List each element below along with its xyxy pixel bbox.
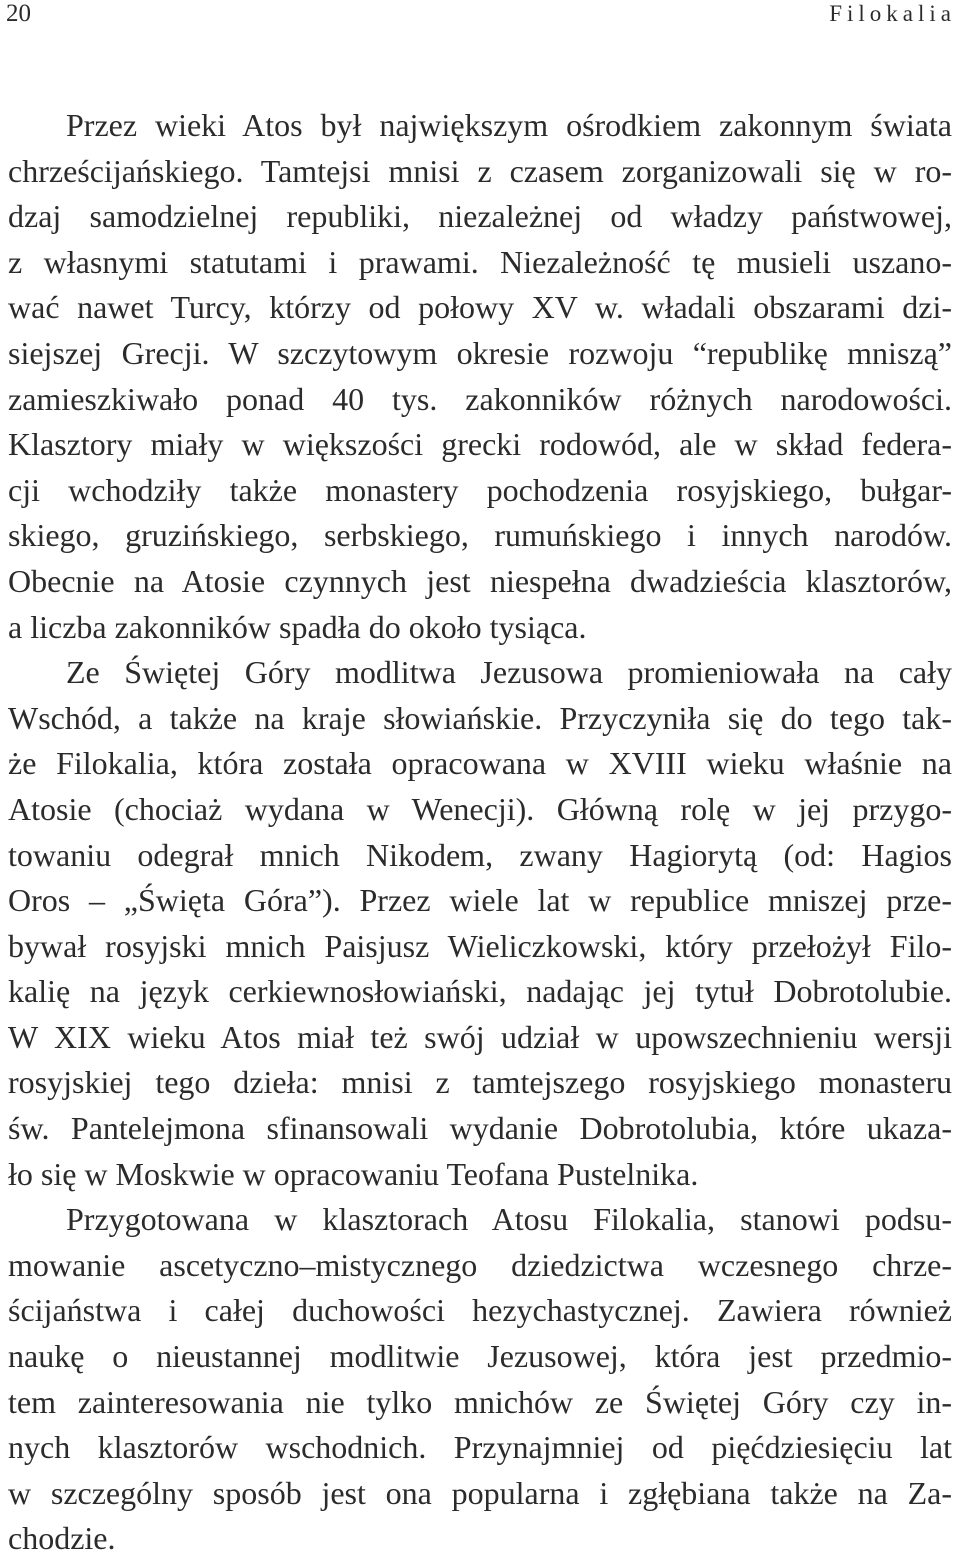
text-line: nych klasztorów wschodnich. Przynajmniej od pięćdziesięciu lat [8,1429,952,1466]
text-line: Wschód, a także na kraje słowiańskie. Przyczyniła się do tego tak- [8,699,952,736]
text-line: kalię na język cerkiewnosłowiański, nadając jej tytuł Dobrotolubie. [8,973,952,1010]
text-line: siejszej Grecji. W szczytowym okresie rozwoju “republikę mniszą” [8,334,952,371]
text-line: św. Pantelejmona sfinansowali wydanie Dobrotolubia, które ukaza- [8,1110,952,1147]
text-line: a liczba zakonników spadła do około tysiąca. [8,608,587,645]
text-line: naukę o nieustannej modlitwie Jezusowej, która jest przedmio- [8,1338,952,1375]
text-line: chodzie. [8,1520,116,1557]
text-line: dzaj samodzielnej republiki, niezależnej od władzy państwowej, [8,198,952,235]
text-line: że Filokalia, która została opracowana w XVIII wieku właśnie na [8,745,952,782]
text-line: bywał rosyjski mnich Paisjusz Wieliczkowski, który przełożył Filo- [8,927,952,964]
text-line: Ze Świętej Góry modlitwa Jezusowa promieniowała na cały [66,654,952,691]
paragraph-1 [8,103,952,650]
text-line: Atosie (chociaż wydana w Wenecji). Główną rolę w jej przygo- [8,790,952,827]
text-line: tem zainteresowania nie tylko mnichów ze Świętej Góry czy in- [8,1383,952,1420]
page-number: 20 [6,0,31,27]
text-line: skiego, gruzińskiego, serbskiego, rumuńskiego i innych narodów. [8,517,952,554]
text-line: ścijaństwa i całej duchowości hezychastycznej. Zawiera również [8,1292,952,1329]
text-line: rosyjskiej tego dzieła: mnisi z tamtejszego rosyjskiego monasteru [8,1064,952,1101]
text-line: W XIX wieku Atos miał też swój udział w upowszechnieniu wersji [8,1018,952,1055]
text-line: zamieszkiwało ponad 40 tys. zakonników różnych narodowości. [8,380,952,417]
running-title: Filokalia [829,1,956,26]
text-line: w szczególny sposób jest ona popularna i zgłębiana także na Za- [8,1474,952,1511]
text-line: z własnymi statutami i prawami. Niezależność tę musieli uszano- [8,243,952,280]
text-line: wać nawet Turcy, którzy od połowy XV w. władali obszarami dzi- [8,289,952,326]
running-head [0,0,960,30]
text-line: mowanie ascetyczno–mistycznego dziedzictwa wczesnego chrze- [8,1246,952,1283]
text-line: cji wchodziły także monastery pochodzenia rosyjskiego, bułgar- [8,471,952,508]
text-line: Przez wieki Atos był największym ośrodkiem zakonnym świata [66,107,952,143]
text-line: Klasztory miały w większości grecki rodowód, ale w skład federa- [8,426,952,463]
text-line: ło się w Moskwie w opracowaniu Teofana Pustelnika. [8,1155,699,1192]
paragraph-3 [8,1197,952,1562]
paragraph-2 [8,650,952,1197]
body-text [8,103,952,1562]
text-line: towaniu odegrał mnich Nikodem, zwany Hagiorytą (od: Hagios [8,836,952,873]
text-line: Obecnie na Atosie czynnych jest niespełna dwadzieścia klasztorów, [8,562,952,599]
text-line: chrześcijańskiego. Tamtejsi mnisi z czasem zorganizowali się w ro- [8,152,952,189]
text-line: Przygotowana w klasztorach Atosu Filokalia, stanowi podsu- [66,1201,952,1238]
text-line: Oros – „Święta Góra”). Przez wiele lat w republice mniszej prze- [8,882,952,919]
